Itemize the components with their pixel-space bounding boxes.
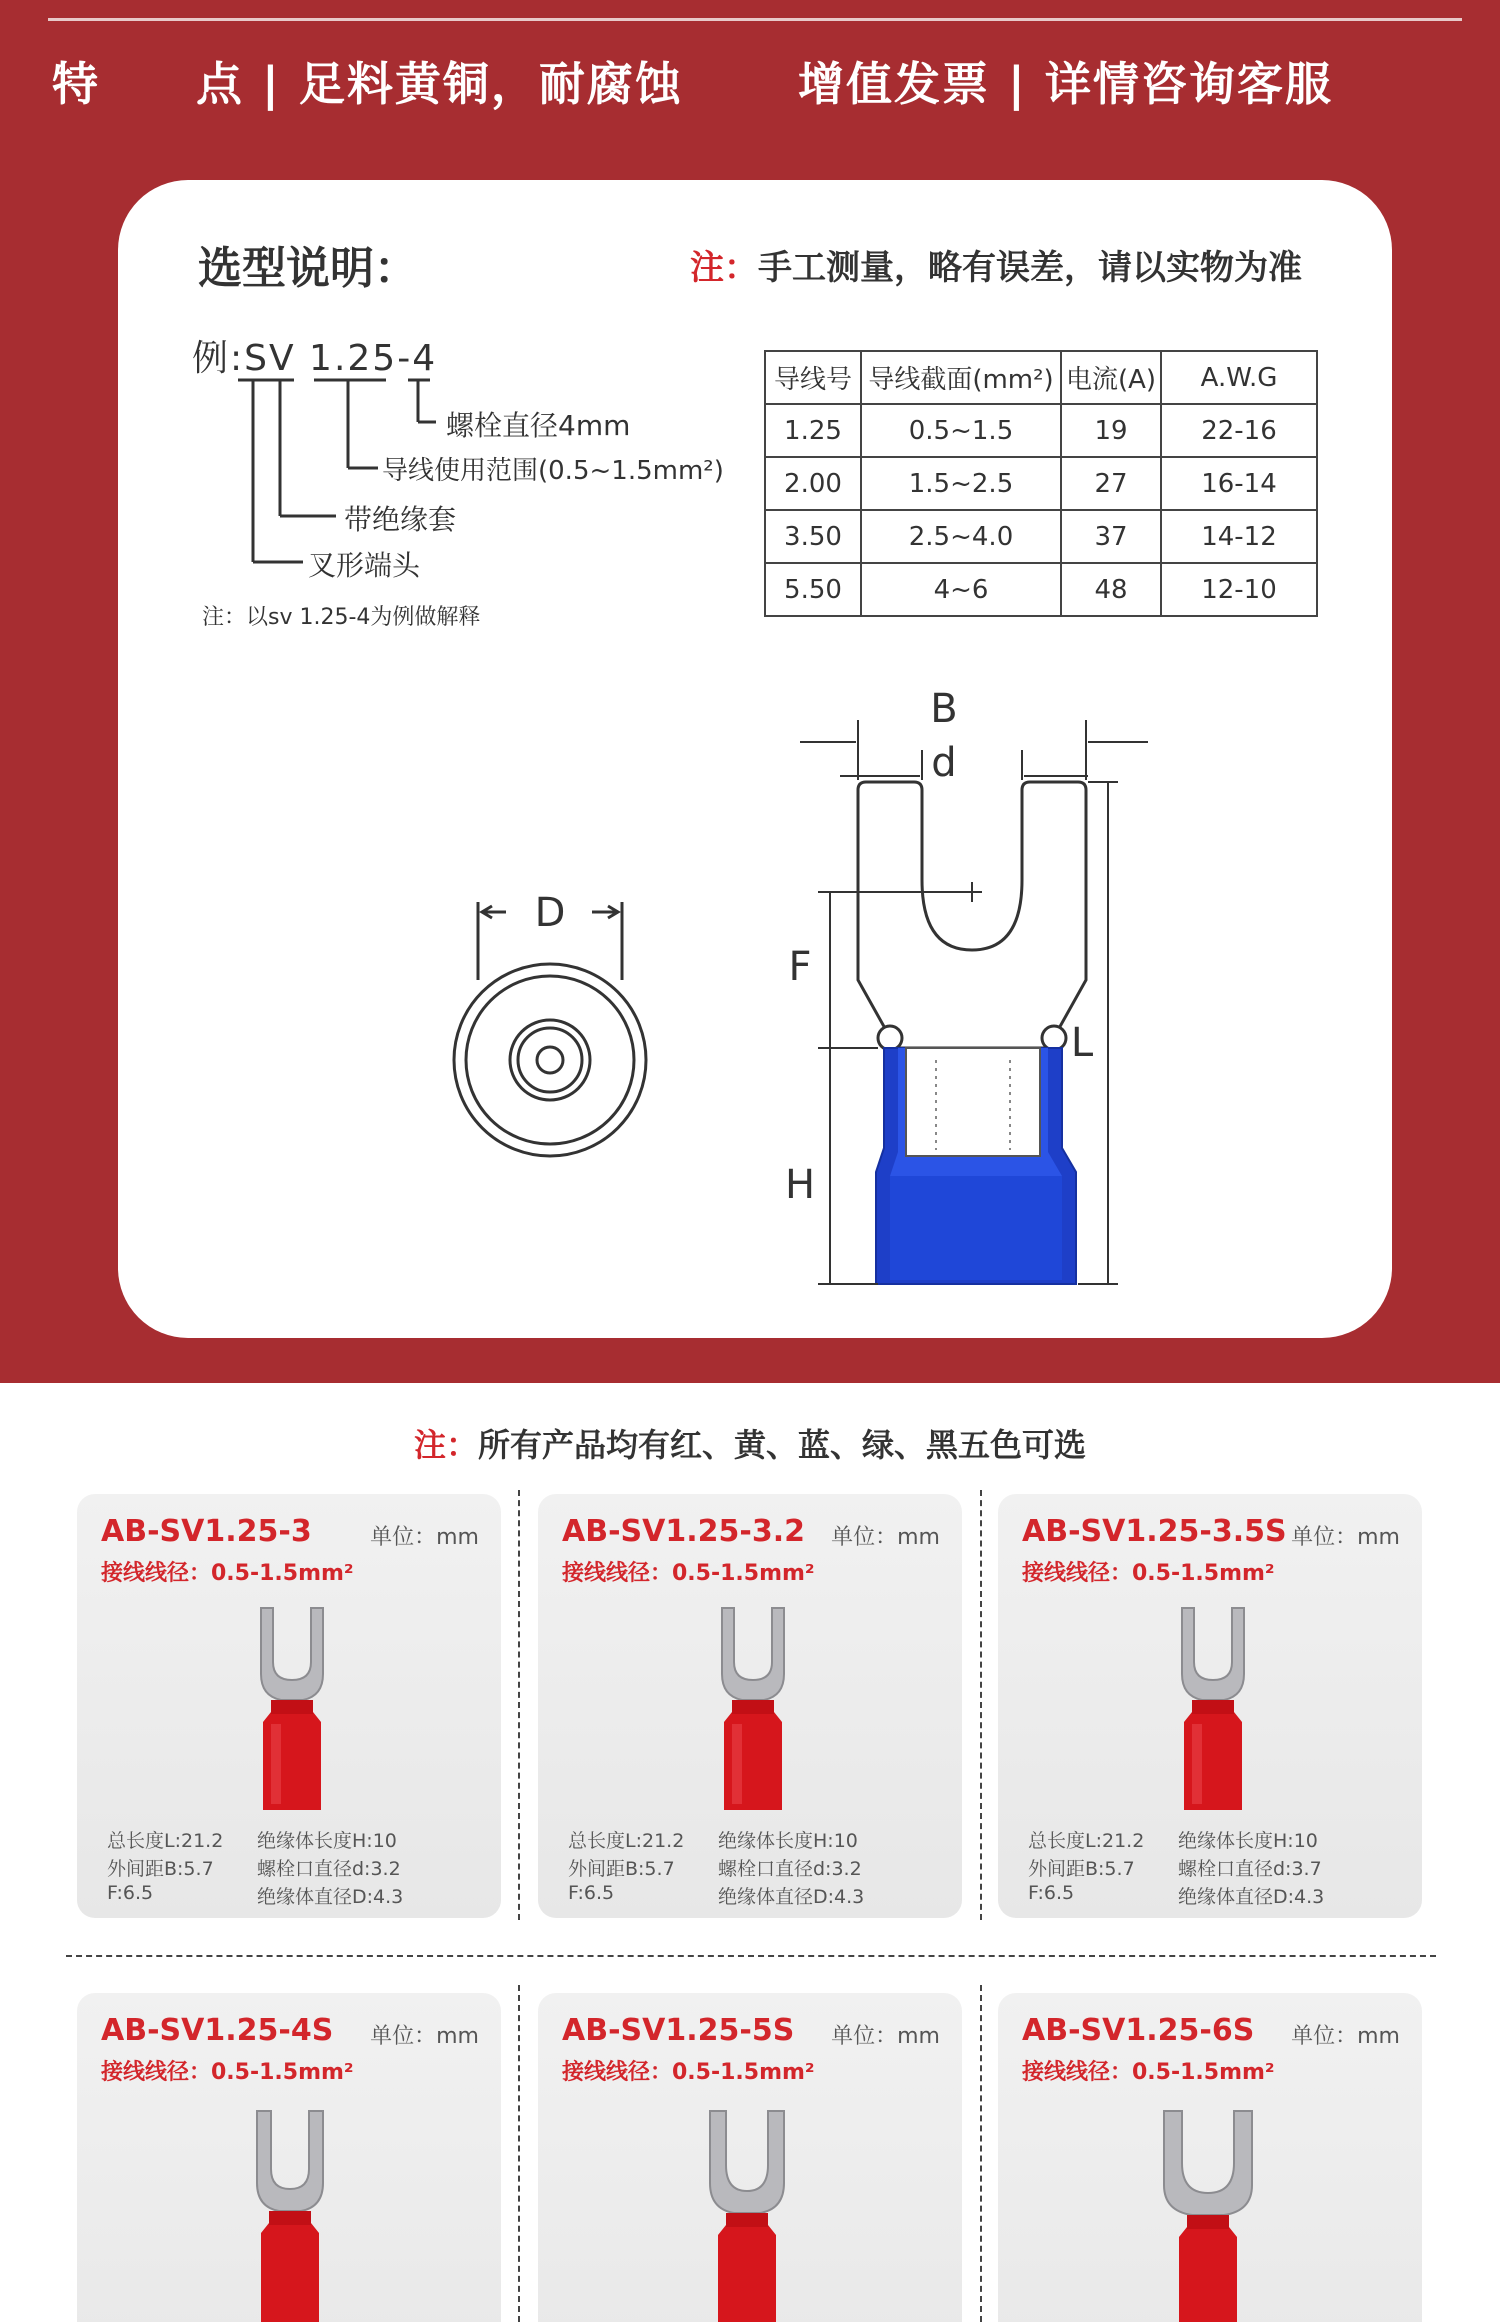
spec-bolt-diameter: 螺栓口直径d:3.7 bbox=[1178, 1858, 1322, 1880]
product-terminal-image bbox=[247, 1604, 337, 1814]
product-wire-size: 接线线径：0.5-1.5mm² bbox=[562, 1561, 815, 1586]
table-cell: 37 bbox=[1061, 510, 1161, 563]
label-wire-range: 导线使用范围(0.5~1.5mm²) bbox=[382, 456, 724, 486]
product-terminal-image bbox=[1168, 1604, 1258, 1814]
table-cell: 4~6 bbox=[861, 563, 1061, 616]
selection-card bbox=[118, 180, 1392, 1338]
table-cell: 5.50 bbox=[765, 563, 861, 616]
example-footnote: 注：以sv 1.25-4为例做解释 bbox=[202, 605, 481, 630]
table-cell: 14-12 bbox=[1161, 510, 1317, 563]
dim-H-label: H bbox=[784, 1162, 816, 1208]
label-bolt-diameter: 螺栓直径4mm bbox=[446, 409, 631, 442]
spec-F: F:6.5 bbox=[107, 1882, 154, 1904]
table-cell: 1.5~2.5 bbox=[861, 457, 1061, 510]
product-unit: 单位：mm bbox=[370, 2024, 479, 2049]
column-divider bbox=[980, 1985, 982, 2322]
label-insulated: 带绝缘套 bbox=[344, 503, 457, 536]
table-cell: 27 bbox=[1061, 457, 1161, 510]
product-terminal-image bbox=[245, 2107, 335, 2322]
selection-title: 选型说明： bbox=[198, 243, 418, 294]
product-terminal-image bbox=[1158, 2107, 1258, 2322]
product-unit: 单位：mm bbox=[1291, 1525, 1400, 1550]
terminal-drawing bbox=[118, 180, 1392, 1338]
table-cell: 19 bbox=[1061, 404, 1161, 457]
column-divider bbox=[980, 1490, 982, 1920]
table-cell: 2.5~4.0 bbox=[861, 510, 1061, 563]
product-unit: 单位：mm bbox=[831, 1525, 940, 1550]
note-prefix: 注： bbox=[690, 248, 758, 288]
product-wire-size: 接线线径：0.5-1.5mm² bbox=[101, 1561, 354, 1586]
spec-F: F:6.5 bbox=[568, 1882, 615, 1904]
product-card[interactable] bbox=[538, 1993, 962, 2322]
note-text: 手工测量，略有误差，请以实物为准 bbox=[758, 248, 1302, 288]
spec-insulation-length: 绝缘体长度H:10 bbox=[718, 1830, 858, 1852]
color-note-text: 所有产品均有红、黄、蓝、绿、黑五色可选 bbox=[478, 1426, 1087, 1464]
product-terminal-image bbox=[708, 1604, 798, 1814]
table-cell: 48 bbox=[1061, 563, 1161, 616]
product-card[interactable] bbox=[77, 1494, 501, 1918]
product-wire-size: 接线线径：0.5-1.5mm² bbox=[1022, 2060, 1275, 2085]
fork-body bbox=[858, 782, 1086, 1050]
spec-total-length: 总长度L:21.2 bbox=[1028, 1830, 1145, 1852]
product-name: AB-SV1.25-3 bbox=[101, 1514, 312, 1549]
product-unit: 单位：mm bbox=[370, 1525, 479, 1550]
table-cell: 12-10 bbox=[1161, 563, 1317, 616]
product-terminal-image bbox=[702, 2107, 792, 2322]
product-unit: 单位：mm bbox=[831, 2024, 940, 2049]
table-header: A.W.G bbox=[1161, 351, 1317, 404]
banner-features: 特 点 | 足料黄铜，耐腐蚀 bbox=[52, 57, 683, 111]
product-name: AB-SV1.25-3.5S bbox=[1022, 1514, 1287, 1549]
color-options-note bbox=[0, 1420, 1500, 1466]
product-card[interactable] bbox=[538, 1494, 962, 1918]
spec-outer-spacing: 外间距B:5.7 bbox=[1028, 1858, 1135, 1880]
product-card[interactable] bbox=[998, 1993, 1422, 2322]
product-wire-size: 接线线径：0.5-1.5mm² bbox=[562, 2060, 815, 2085]
blue-insulation bbox=[876, 1048, 1076, 1284]
spec-bolt-diameter: 螺栓口直径d:3.2 bbox=[257, 1858, 401, 1880]
column-divider bbox=[518, 1490, 520, 1920]
table-header: 导线号 bbox=[765, 351, 861, 404]
product-unit: 单位：mm bbox=[1291, 2024, 1400, 2049]
table-header: 电流(A) bbox=[1061, 351, 1161, 404]
table-cell: 2.00 bbox=[765, 457, 861, 510]
spec-insulation-length: 绝缘体长度H:10 bbox=[257, 1830, 397, 1852]
label-fork: 叉形端头 bbox=[308, 549, 421, 582]
table-cell: 16-14 bbox=[1161, 457, 1317, 510]
spec-outer-spacing: 外间距B:5.7 bbox=[568, 1858, 675, 1880]
dim-d-label: d bbox=[931, 740, 957, 786]
table-cell: 1.25 bbox=[765, 404, 861, 457]
product-card[interactable] bbox=[998, 1494, 1422, 1918]
spec-insulation-diameter: 绝缘体直径D:4.3 bbox=[718, 1886, 865, 1908]
table-cell: 0.5~1.5 bbox=[861, 404, 1061, 457]
row-divider bbox=[66, 1955, 1436, 1957]
model-example: 例:SV 1.25-4 bbox=[192, 338, 438, 379]
table-cell: 3.50 bbox=[765, 510, 861, 563]
banner-invoice: 增值发票 | 详情咨询客服 bbox=[798, 57, 1333, 111]
dim-B-label: B bbox=[930, 686, 958, 732]
spec-total-length: 总长度L:21.2 bbox=[568, 1830, 685, 1852]
product-wire-size: 接线线径：0.5-1.5mm² bbox=[101, 2060, 354, 2085]
column-divider bbox=[518, 1985, 520, 2322]
product-card[interactable] bbox=[77, 1993, 501, 2322]
spec-F: F:6.5 bbox=[1028, 1882, 1075, 1904]
top-divider bbox=[48, 18, 1462, 21]
dim-D-label: D bbox=[534, 890, 566, 936]
product-name: AB-SV1.25-4S bbox=[101, 2013, 334, 2048]
color-note-prefix: 注： bbox=[413, 1426, 478, 1464]
end-view bbox=[454, 902, 646, 1156]
spec-bolt-diameter: 螺栓口直径d:3.2 bbox=[718, 1858, 862, 1880]
product-name: AB-SV1.25-3.2 bbox=[562, 1514, 805, 1549]
table-header: 导线截面(mm²) bbox=[861, 351, 1061, 404]
product-name: AB-SV1.25-5S bbox=[562, 2013, 795, 2048]
spec-outer-spacing: 外间距B:5.7 bbox=[107, 1858, 214, 1880]
product-name: AB-SV1.25-6S bbox=[1022, 2013, 1255, 2048]
product-wire-size: 接线线径：0.5-1.5mm² bbox=[1022, 1561, 1275, 1586]
spec-insulation-length: 绝缘体长度H:10 bbox=[1178, 1830, 1318, 1852]
dim-L-label: L bbox=[1070, 1020, 1094, 1066]
dim-F-label: F bbox=[788, 944, 812, 990]
table-cell: 22-16 bbox=[1161, 404, 1317, 457]
spec-insulation-diameter: 绝缘体直径D:4.3 bbox=[1178, 1886, 1325, 1908]
spec-total-length: 总长度L:21.2 bbox=[107, 1830, 224, 1852]
spec-insulation-diameter: 绝缘体直径D:4.3 bbox=[257, 1886, 404, 1908]
